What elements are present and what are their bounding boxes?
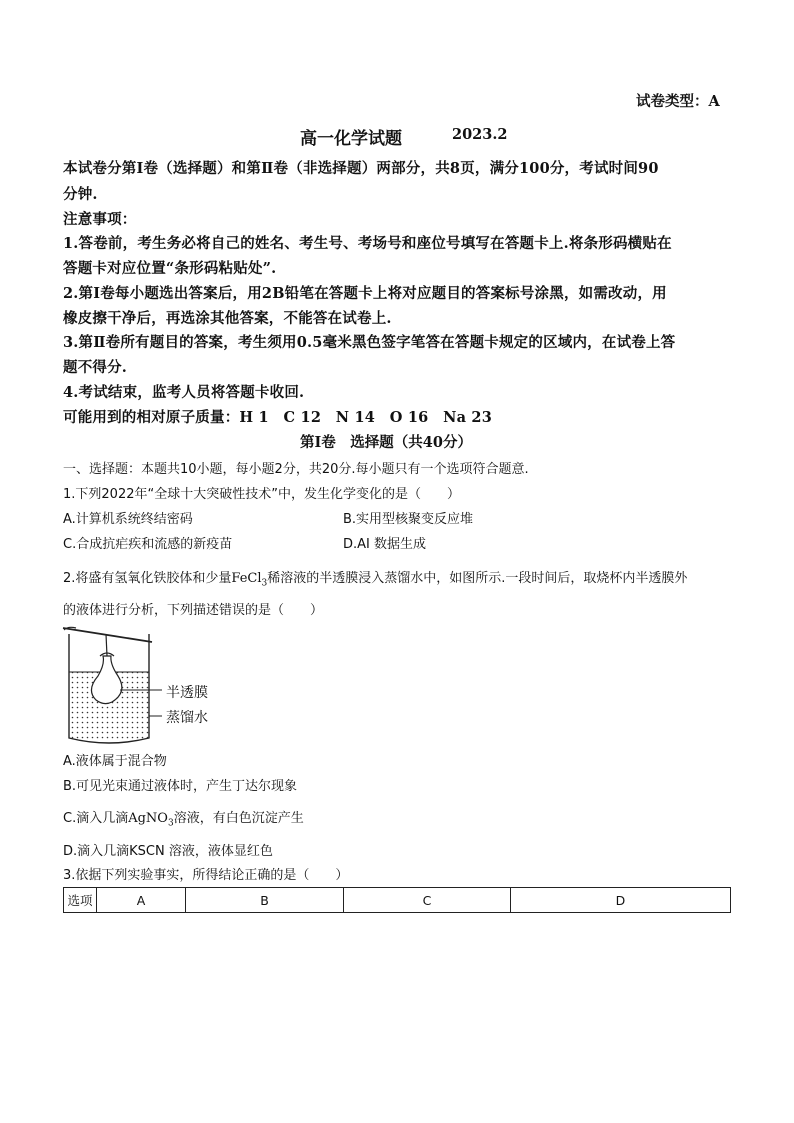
agno-text: AgNO: [128, 811, 168, 826]
fecl3-formula: [231, 571, 268, 589]
label-semipermeable-membrane: 半透膜: [166, 685, 208, 701]
intro-line-2: 分钟.: [63, 186, 98, 203]
q2-option-c-text-b: 溶液，有白色沉淀产生: [173, 811, 304, 826]
note-3-line-1: 3.第Ⅱ卷所有题目的答案，考生须用0.5毫米黑色签字笔答在答题卡规定的区域内，在试卷上答: [63, 334, 676, 351]
table-header-cell: D: [511, 888, 731, 913]
q1-option-d: D.AI 数据生成: [343, 537, 427, 552]
note-2-line-1: 2.第Ⅰ卷每小题选出答案后，用2B铅笔在答题卡上将对应题目的答案标号涂黑，如需改动，用: [63, 285, 667, 302]
glass-rod: [63, 628, 152, 642]
agno-subscript: 3: [167, 818, 174, 829]
q2-option-c-text-a: C.滴入几滴: [63, 811, 129, 826]
label-distilled-water: 蒸馏水: [166, 710, 208, 726]
semipermeable-bag: [91, 656, 121, 704]
intro-line-1: 本试卷分第Ⅰ卷（选择题）和第Ⅱ卷（非选择题）两部分，共8页，满分100分，考试时间90: [63, 160, 659, 177]
note-2-line-2: 橡皮擦干净后，再选涂其他答案，不能答在试卷上.: [63, 310, 392, 327]
q1-option-c: C.合成抗疟疾和流感的新疫苗: [63, 537, 233, 552]
q2-option-c: [63, 807, 304, 829]
table-header-cell: C: [344, 888, 511, 913]
table-header-cell: 选项: [64, 888, 97, 913]
notes-heading: 注意事项：: [63, 211, 137, 228]
section-instruction: 一、选择题：本题共10小题，每小题2分，共20分.每小题只有一个选项符合题意.: [63, 462, 529, 477]
note-1-line-2: 答题卡对应位置“条形码粘贴处”.: [63, 260, 277, 277]
q2-option-a: A.液体属于混合物: [63, 754, 167, 769]
section-title: 第Ⅰ卷 选择题（共40分）: [300, 434, 472, 451]
exam-date: 2023.2: [452, 126, 508, 143]
note-3-line-2: 题不得分.: [63, 359, 128, 376]
fecl-text: FeCl: [231, 571, 262, 586]
atomic-mass-line: 可能用到的相对原子质量：H 1 C 12 N 14 O 16 Na 23: [63, 409, 493, 426]
q3-stem: 3.依据下列实验事实，所得结论正确的是（ ）: [63, 868, 349, 883]
note-1-line-1: 1.答卷前，考生务必将自己的姓名、考生号、考场号和座位号填写在答题卡上.将条形码横贴在: [63, 235, 672, 252]
q1-option-b: B.实用型核聚变反应堆: [343, 512, 474, 527]
q2-stem-text-b: 稀溶液的半透膜浸入蒸馏水中，如图所示.一段时间后，取烧杯内半透膜外: [267, 571, 688, 586]
q2-option-b: B.可见光束通过液体时，产生丁达尔现象: [63, 779, 298, 794]
q2-stem-line-2: 的液体进行分析，下列描述错误的是（ ）: [63, 603, 324, 618]
table-header-cell: B: [186, 888, 344, 913]
q2-option-d: D.滴入几滴KSCN 溶液，液体显红色: [63, 844, 273, 859]
table-row: [64, 888, 731, 913]
q2-stem-text-a: 2.将盛有氢氧化铁胶体和少量: [63, 571, 232, 586]
q2-stem-line-1: [63, 567, 687, 589]
fecl-subscript: 3: [261, 578, 268, 589]
note-4: 4.考试结束，监考人员将答题卡收回.: [63, 384, 305, 401]
table-header-cell: A: [97, 888, 186, 913]
agno3-formula: [128, 811, 174, 829]
page-title: 高一化学试题: [300, 129, 402, 149]
paper-type-label: 试卷类型：A: [636, 93, 720, 110]
q1-option-a: A.计算机系统终结密码: [63, 512, 193, 527]
q3-options-table: [63, 887, 731, 913]
q1-stem: 1.下列2022年“全球十大突破性技术”中，发生化学变化的是（ ）: [63, 487, 460, 502]
